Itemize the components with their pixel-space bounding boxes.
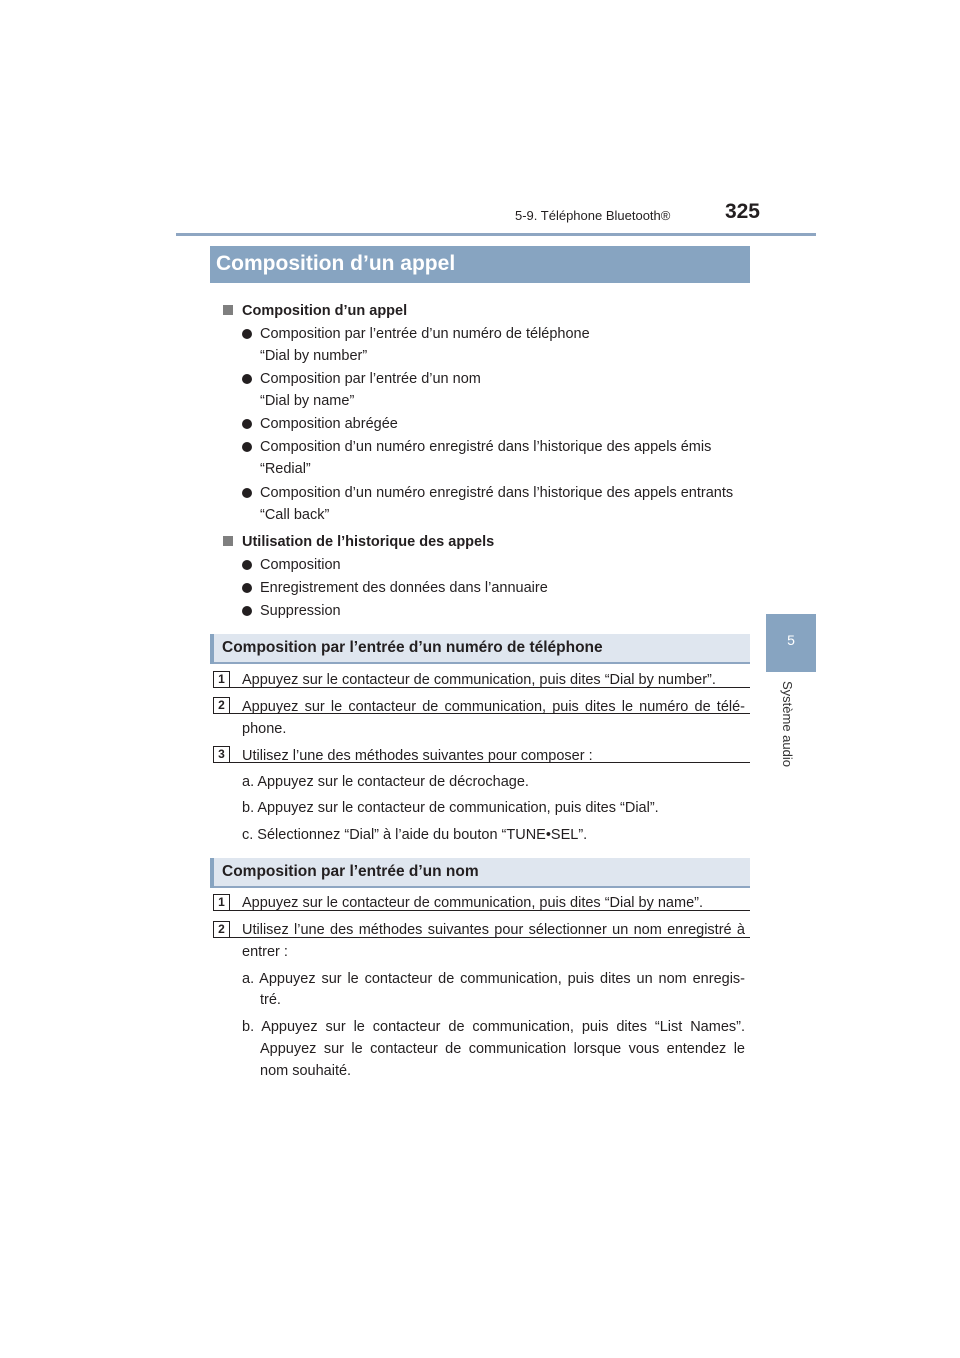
bullet-icon: [242, 606, 252, 616]
section-heading: Utilisation de l’historique des appels: [242, 534, 495, 550]
bullet-icon: [242, 488, 252, 498]
chapter-label: Système audio: [780, 681, 795, 767]
chapter-tab: [766, 614, 816, 672]
step-option: tré.: [260, 992, 281, 1008]
list-item: Suppression: [260, 603, 341, 619]
list-item: Enregistrement des données dans l’annuaire: [260, 580, 548, 596]
subsection-bar: [210, 634, 750, 664]
subsection-title: Composition par l’entrée d’un numéro de téléphone: [222, 639, 603, 656]
list-item: Composition d’un numéro enregistré dans l’historique des appels entrants: [260, 485, 734, 501]
bullet-icon: [242, 419, 252, 429]
square-bullet-icon: [223, 536, 233, 546]
step-text: Appuyez sur le contacteur de communication, puis dites “Dial by name”.: [242, 895, 703, 911]
bullet-icon: [242, 374, 252, 384]
step-option: b. Appuyez sur le contacteur de communication, puis dites “Dial”.: [242, 800, 659, 816]
list-item-sub: “Dial by name”: [260, 393, 355, 409]
list-item-sub: “Redial”: [260, 461, 311, 477]
chapter-number: 5: [787, 632, 795, 648]
step-option: a. Appuyez sur le contacteur de décrochage.: [242, 774, 529, 790]
step-number: 2: [213, 921, 230, 938]
title-bar: [210, 246, 750, 283]
list-item: Composition: [260, 557, 341, 573]
step-text: Appuyez sur le contacteur de communication, puis dites le numéro de télé-: [242, 699, 745, 715]
step-text: phone.: [242, 721, 287, 737]
step-option: Appuyez sur le contacteur de communication lorsque vous entendez le: [260, 1041, 745, 1057]
bullet-icon: [242, 583, 252, 593]
list-item-sub: “Call back”: [260, 507, 330, 523]
page-header: [515, 200, 760, 230]
step-text: Utilisez l’une des méthodes suivantes pour composer :: [242, 748, 593, 764]
step-text: entrer :: [242, 944, 288, 960]
step-text: Utilisez l’une des méthodes suivantes pour sélectionner un nom enregistré à: [242, 922, 745, 938]
page-number: 325: [724, 200, 760, 223]
subsection-title: Composition par l’entrée d’un nom: [222, 863, 479, 880]
step-option: c. Sélectionnez “Dial” à l’aide du bouton “TUNE•SEL”.: [242, 827, 588, 843]
bullet-icon: [242, 329, 252, 339]
step-number: 1: [213, 894, 230, 911]
list-item: Composition par l’entrée d’un nom: [260, 371, 481, 387]
section-heading: Composition d’un appel: [242, 303, 408, 319]
step-number: 3: [213, 746, 230, 763]
list-item: Composition abrégée: [260, 416, 398, 432]
step-text: Appuyez sur le contacteur de communication, puis dites “Dial by number”.: [242, 672, 716, 688]
bullet-icon: [242, 442, 252, 452]
step-number: 1: [213, 671, 230, 688]
subsection-accent: [210, 634, 214, 664]
list-item-sub: “Dial by number”: [260, 348, 368, 364]
step-option: nom souhaité.: [260, 1063, 352, 1079]
subsection-accent: [210, 858, 214, 888]
page-title: Composition d’un appel: [216, 252, 456, 275]
step-number: 2: [213, 697, 230, 714]
header-rule: [176, 233, 816, 236]
section-label: 5-9. Téléphone Bluetooth®: [515, 208, 671, 223]
square-bullet-icon: [223, 305, 233, 315]
list-item: Composition par l’entrée d’un numéro de téléphone: [260, 326, 590, 342]
step-option: b. Appuyez sur le contacteur de communication, puis dites “List Names”.: [242, 1019, 745, 1035]
bullet-icon: [242, 560, 252, 570]
list-item: Composition d’un numéro enregistré dans l’historique des appels émis: [260, 439, 712, 455]
step-option: a. Appuyez sur le contacteur de communication, puis dites un nom enregis-: [242, 971, 745, 987]
subsection-bar: [210, 858, 750, 888]
